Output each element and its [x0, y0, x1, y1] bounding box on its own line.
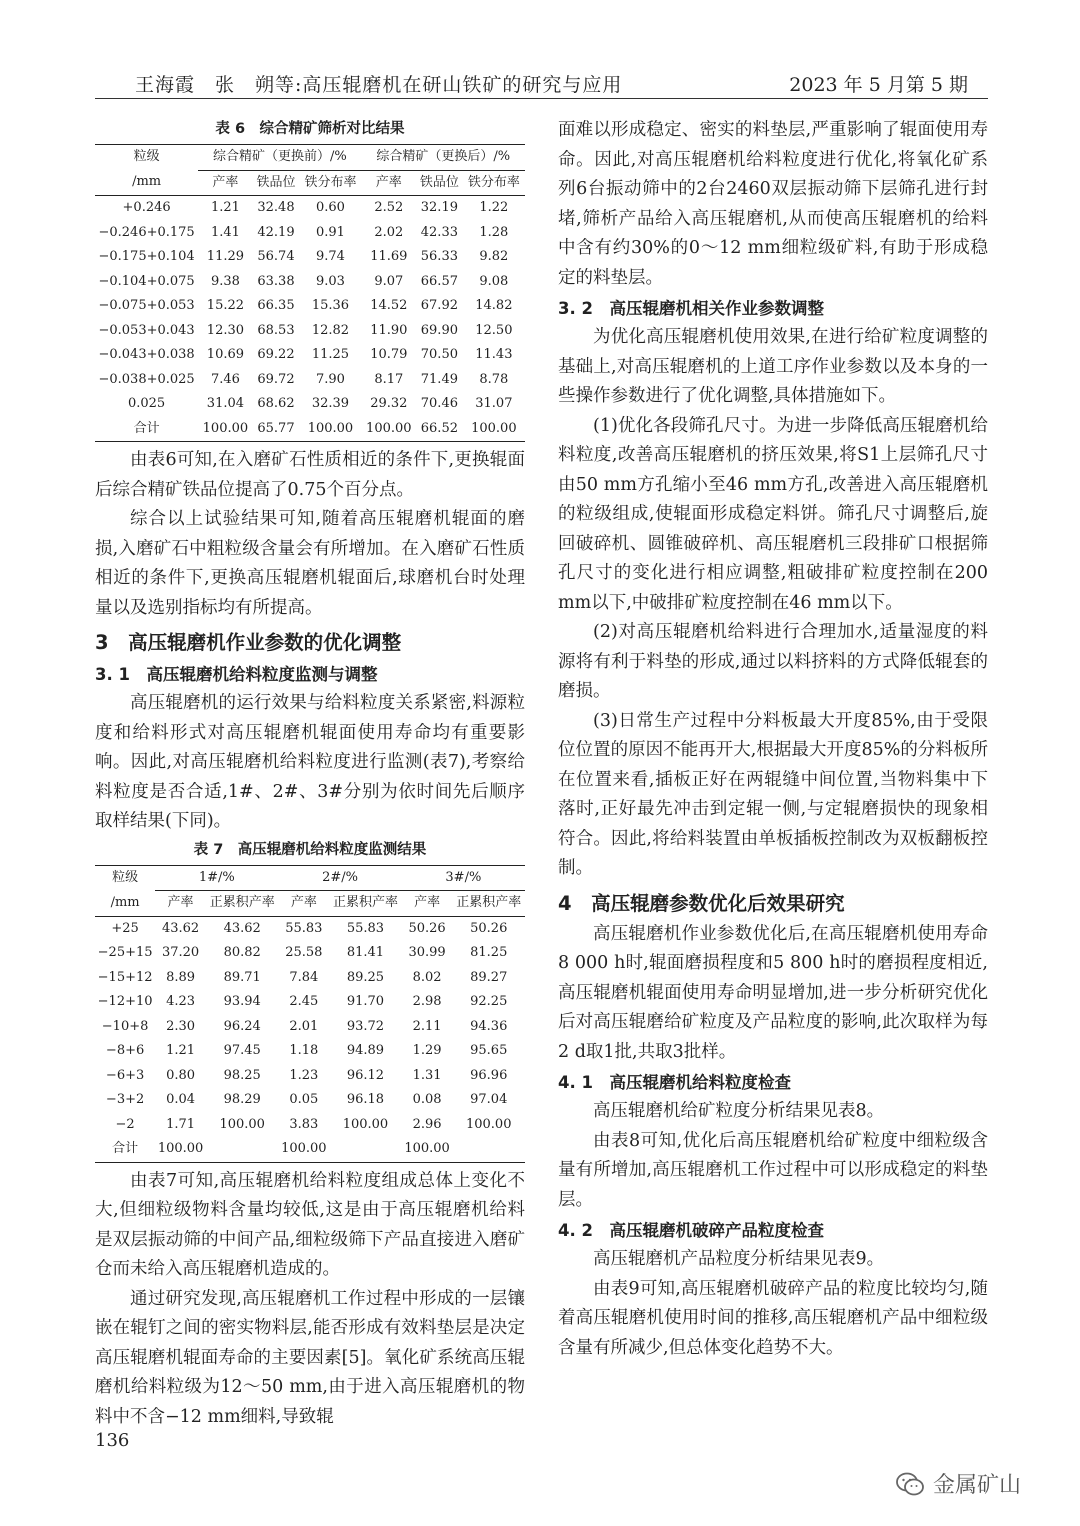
table-cell: 9.07: [374, 273, 404, 289]
header-issue: 2023 年 5 月第 5 期: [789, 74, 968, 96]
table-cell: 68.62: [257, 396, 295, 411]
table-cell-size: −0.053+0.043: [98, 322, 195, 338]
table-row: [95, 392, 525, 417]
table-cell: 42.19: [257, 224, 295, 240]
table7-caption: 表 7 高压辊磨机给料粒度监测结果: [193, 841, 427, 858]
table6-caption: 表 6 综合精矿筛析对比结果: [215, 121, 405, 137]
table-cell: 1.41: [210, 224, 240, 240]
header-authors-title: 王海霞 张 朔等:高压辊磨机在研山铁矿的研究与应用: [135, 74, 623, 96]
paragraph: (1)优化各段筛孔尺寸。为进一步降低高压辊磨机给料粒度,改善高压辊磨机的挤压效果,将S1上层筛孔尺寸由50 mm方孔缩小至46 mm方孔,改善进入高压辊磨机的粒级组成,使辊面形成稳定料饼。筛孔尺寸调整后,旋回破碎机、圆锥破碎机、高压辊磨机三段排矿口根据筛孔尺寸的变化进行相应调整,粗破排矿粒度控制在200 mm以下,中破排矿粒度控制在46 mm以下。: [558, 415, 988, 613]
table-cell: 12.30: [206, 322, 245, 338]
table-cell-size: −6+3: [105, 1067, 145, 1083]
table-cell: 2.52: [374, 200, 404, 215]
table-cell: 9.38: [210, 273, 240, 289]
table-row: [95, 368, 525, 393]
table-cell-size: −15+12: [97, 969, 153, 985]
table-cell: 100.00: [278, 1137, 329, 1162]
subsection-heading-3-2: 3. 2 高压辊磨机相关作业参数调整: [558, 299, 824, 318]
table-cell: 50.26: [408, 920, 446, 936]
table-cell: 55.83: [346, 920, 385, 936]
left-column: [95, 116, 525, 1432]
paragraph: (3)日常生产过程中分料板最大开度85%,由于受限位位置的原因不能再开大,根据最大开度85%的分料板所在位置来看,插板正好在两辊缝中间位置,当物料集中下落时,正好最先冲击到定辊一侧,与定辊磨损快的现象相符合。因此,将给料装置由单板插板控制改为双板翻板控制。: [558, 710, 988, 878]
table-cell: 2.30: [166, 1018, 196, 1034]
table-cell: 9.82: [479, 249, 509, 264]
table-cell-size: −25+15: [97, 945, 153, 960]
table-cell: 89.71: [223, 969, 261, 985]
table-cell: 97.45: [223, 1043, 261, 1058]
table-cell: 2.45: [289, 994, 319, 1009]
table-cell: 56.33: [420, 249, 458, 264]
table-cell: 69.72: [257, 371, 295, 387]
table-cell: 100.00: [299, 417, 361, 442]
table7-sub: 产率: [155, 891, 206, 917]
table-cell: 92.25: [470, 994, 508, 1009]
table-cell-size: −8+6: [105, 1043, 145, 1058]
table-cell: 29.32: [370, 396, 408, 411]
table6: [95, 144, 525, 442]
table-cell-size: −0.075+0.053: [98, 298, 195, 313]
table-row: [95, 221, 525, 246]
paragraph: 高压辊磨机产品粒度分析结果见表9。: [593, 1249, 885, 1269]
table-cell: 32.19: [420, 200, 458, 215]
table-cell: 7.84: [289, 969, 319, 985]
table-cell: 1.22: [479, 200, 509, 215]
table-row: [95, 1039, 525, 1064]
table-cell: 4.23: [166, 994, 196, 1009]
table-cell: 43.62: [161, 920, 200, 936]
table-cell: 2.02: [374, 224, 404, 240]
table-cell: 1.21: [166, 1043, 196, 1058]
table-cell: 71.49: [420, 371, 458, 387]
table-cell: 30.99: [408, 945, 446, 960]
table-cell: 93.72: [346, 1018, 385, 1034]
table7-h-unit: /mm: [95, 891, 155, 917]
table-cell: 63.38: [257, 273, 295, 289]
paragraph: 通过研究发现,高压辊磨机工作过程中形成的一层镶嵌在辊钉之间的密实物料层,能否形成有效料垫层是决定高压辊磨机辊面寿命的主要因素[5]。氧化矿系统高压辊磨机给料粒级为12～50 mm,由于进入高压辊磨机的物料中不含−12 mm细料,导致辊: [95, 1288, 525, 1427]
table-row: [95, 1064, 525, 1089]
table7-group2: 2#/%: [278, 865, 401, 891]
table6-sub: 铁品位: [416, 170, 463, 196]
table-cell: 9.03: [315, 273, 345, 289]
table7-body: [95, 916, 525, 1162]
section-heading-3: 3 高压辊磨机作业参数的优化调整: [95, 631, 402, 654]
table6-h-size: 粒级: [95, 145, 198, 171]
table-cell: 11.43: [475, 347, 513, 362]
watermark-text: 金属矿山: [933, 1473, 1022, 1498]
table-cell: 100.00: [198, 417, 252, 442]
table-cell: 100.00: [402, 1137, 453, 1162]
table-cell: 15.22: [206, 298, 245, 313]
table-cell: 68.53: [257, 322, 295, 338]
table-cell-size: −0.175+0.104: [98, 249, 195, 264]
table-cell: 55.83: [285, 920, 323, 936]
table6-h-unit: /mm: [95, 170, 198, 196]
table-cell: 66.57: [420, 273, 458, 289]
watermark: [895, 1468, 1021, 1499]
paragraph: 高压辊磨机作业参数优化后,在高压辊磨机使用寿命8 000 h时,辊面磨损程度和5 800 h时的磨损程度相近,高压辊磨机辊面使用寿命明显增加,进一步分析研究优化后对高压辊磨给矿粒度及产品粒度的影响,此次取样为每2 d取1批,共取3批样。: [558, 923, 988, 1062]
table-cell: 100.00: [463, 417, 525, 442]
table-cell: 81.25: [470, 945, 508, 960]
table-cell: 10.69: [206, 347, 245, 362]
table6-sub: 铁品位: [253, 170, 300, 196]
table-cell: 1.21: [210, 200, 240, 215]
table-cell: 31.07: [475, 396, 513, 411]
table-cell: 70.46: [420, 396, 458, 411]
table7-sub: 正累积产率: [452, 891, 525, 917]
table-cell-size: 合计: [95, 417, 198, 442]
paragraph: 由表7可知,高压辊磨机给料粒度组成总体上变化不大,但细粒级物料含量均较低,这是由于高压辊磨机给料是双层振动筛的中间产品,细粒级筛下产品直接进入磨矿仓而未给入高压辊磨机造成的。: [95, 1170, 525, 1279]
table-row: [95, 1015, 525, 1040]
table-cell: 96.18: [346, 1092, 385, 1107]
table-cell: 10.79: [370, 347, 408, 362]
table-cell: 69.90: [420, 322, 458, 338]
table-cell: 8.78: [479, 371, 509, 387]
table6-sub: 铁分布率: [299, 170, 361, 196]
table-row: [95, 270, 525, 295]
table-row: [95, 1137, 525, 1162]
table-cell: 96.24: [223, 1018, 261, 1034]
table-row: [95, 343, 525, 368]
paragraph: 综合以上试验结果可知,随着高压辊磨机辊面的磨损,入磨矿石中粗粒级含量会有所增加。在入磨矿石性质相近的条件下,更换高压辊磨机辊面后,球磨机台时处理量以及选别指标均有所提高。: [95, 509, 525, 618]
table7-group3: 3#/%: [402, 865, 525, 891]
table-cell: 70.50: [420, 347, 458, 362]
table-cell: 50.26: [470, 920, 508, 936]
table-row: [95, 916, 525, 941]
table-cell: 97.04: [470, 1092, 508, 1107]
table6-sub: 产率: [362, 170, 416, 196]
table-row: [95, 990, 525, 1015]
table-row: [95, 245, 525, 270]
table6-sub: 产率: [198, 170, 252, 196]
table-cell: 2.98: [412, 994, 442, 1009]
table-row: [95, 319, 525, 344]
table-cell: 94.36: [470, 1018, 508, 1034]
table-cell: 89.25: [346, 969, 385, 985]
table6-group2: 综合精矿（更换后）/%: [362, 145, 525, 171]
paragraph: 高压辊磨机的运行效果与给料粒度关系紧密,料源粒度和给料形式对高压辊磨机辊面使用寿命均有重要影响。因此,对高压辊磨机给料粒度进行监测(表7),考察给料粒度是否合适,1#、2#、3#分别为依时间先后顺序取样结果(下同)。: [95, 693, 525, 831]
table-row: [95, 1088, 525, 1113]
paragraph: 由表6可知,在入磨矿石性质相近的条件下,更换辊面后综合精矿铁品位提高了0.75个百分点。: [95, 450, 525, 500]
table-cell: 96.96: [470, 1067, 508, 1083]
table-cell: 56.74: [257, 249, 295, 264]
table-cell: 0.08: [412, 1092, 442, 1107]
table7: [95, 865, 525, 1163]
table-cell: 11.25: [311, 347, 350, 362]
table-cell: 9.08: [479, 273, 509, 289]
paragraph: 由表9可知,高压辊磨机破碎产品的粒度比较均匀,随着高压辊磨机使用时间的推移,高压辊磨机产品中细粒级含量有所减少,但总体变化趋势不大。: [558, 1278, 988, 1358]
table7-sub: 产率: [278, 891, 329, 917]
table-cell: 14.52: [370, 298, 408, 313]
table-cell: 25.58: [285, 945, 323, 960]
paragraph: (2)对高压辊磨机给料进行合理加水,适量湿度的料源将有利于料垫的形成,通过以料挤料的方式降低辊套的磨损。: [558, 622, 988, 701]
table-cell: 66.35: [257, 298, 295, 313]
table-cell: 8.89: [166, 969, 196, 985]
table-cell: 15.36: [311, 298, 350, 313]
paragraph: 面难以形成稳定、密实的料垫层,严重影响了辊面使用寿命。因此,对高压辊磨机给料粒度进行优化,将氧化矿系列6台振动筛中的2台2460双层振动筛下层筛孔进行封堵,筛析产品给入高压辊磨机,从而使高压辊磨机的给料中含有约30%的0～12 mm细粒级矿料,有助于形成稳定的料垫层。: [558, 120, 988, 288]
table-cell: 98.25: [223, 1067, 261, 1083]
table-cell: [452, 1137, 525, 1162]
table-cell: 1.31: [412, 1067, 442, 1083]
table-cell: 0.04: [166, 1092, 196, 1107]
table-cell: 96.12: [346, 1067, 385, 1083]
table-cell-size: 合计: [95, 1137, 155, 1162]
table-row: [95, 196, 525, 221]
table-cell-size: −2: [115, 1116, 135, 1132]
table-cell: 1.28: [479, 224, 509, 240]
table-cell: 2.11: [412, 1018, 442, 1034]
table-cell: 8.02: [412, 969, 442, 985]
table-cell-size: −0.246+0.175: [98, 224, 195, 240]
table-cell: 69.22: [257, 347, 295, 362]
table-cell: 11.90: [370, 322, 408, 338]
table-cell: 8.17: [374, 371, 404, 387]
table-cell: [329, 1137, 402, 1162]
table-cell: 12.82: [311, 322, 350, 338]
table-cell: 100.00: [219, 1116, 265, 1132]
table7-sub: 正累积产率: [206, 891, 279, 917]
table-cell-size: −0.043+0.038: [98, 347, 195, 362]
paragraph: 为优化高压辊磨机使用效果,在进行给矿粒度调整的基础上,对高压辊磨机的上道工序作业参数以及本身的一些操作参数进行了优化调整,具体措施如下。: [558, 327, 988, 406]
table-cell: 94.89: [346, 1043, 385, 1058]
table-cell: 1.29: [412, 1043, 442, 1058]
table-cell: 2.01: [289, 1018, 319, 1034]
table-cell: 11.29: [206, 249, 245, 264]
table-row: [95, 294, 525, 319]
table-cell-size: 0.025: [127, 396, 166, 411]
paragraph: 由表8可知,优化后高压辊磨机给矿粒度中细粒级含量有所增加,高压辊磨机工作过程中可以形成稳定的料垫层。: [558, 1130, 988, 1210]
table-cell: 31.04: [206, 396, 245, 411]
table-cell: 95.65: [470, 1043, 508, 1058]
subsection-heading-4-2: 4. 2 高压辊磨机破碎产品粒度检查: [558, 1221, 824, 1240]
table-cell: [206, 1137, 279, 1162]
table-cell: 65.77: [253, 417, 300, 442]
table-cell: 0.60: [315, 200, 345, 215]
table-cell-size: −0.104+0.075: [98, 273, 195, 289]
table-row: [95, 941, 525, 966]
table-cell: 1.23: [289, 1067, 319, 1083]
table-cell: 7.46: [210, 371, 240, 387]
table-cell: 0.80: [166, 1067, 196, 1083]
table-cell: 11.69: [370, 249, 408, 264]
table-cell: 1.18: [289, 1043, 319, 1058]
table-cell: 3.83: [289, 1116, 319, 1132]
table-cell: 14.82: [475, 298, 513, 313]
table-cell: 91.70: [346, 994, 385, 1009]
table-cell: 80.82: [223, 945, 261, 960]
table6-sub: 铁分布率: [463, 170, 525, 196]
table-cell-size: −3+2: [105, 1092, 145, 1107]
subsection-heading-3-1: 3. 1 高压辊磨机给料粒度监测与调整: [95, 665, 378, 684]
table-cell: 43.62: [223, 920, 261, 936]
table-cell: 67.92: [420, 298, 458, 313]
table-cell: 100.00: [362, 417, 416, 442]
table-cell: 66.52: [416, 417, 463, 442]
table-row: [95, 966, 525, 991]
table-row: [95, 1113, 525, 1138]
table-cell: 100.00: [342, 1116, 389, 1132]
table-cell: 1.71: [166, 1116, 196, 1132]
table-cell: 81.41: [346, 945, 385, 960]
paragraph: 高压辊磨机给矿粒度分析结果见表8。: [593, 1101, 885, 1121]
table-cell-size: −10+8: [101, 1018, 149, 1034]
table-cell: 0.05: [289, 1092, 319, 1107]
table-cell: 7.90: [315, 371, 345, 387]
table7-sub: 产率: [402, 891, 453, 917]
table-cell: 9.74: [315, 249, 345, 264]
table-cell: 37.20: [161, 945, 200, 960]
subsection-heading-4-1: 4. 1 高压辊磨机给料粒度检查: [558, 1073, 791, 1092]
page-number: 136: [95, 1430, 130, 1451]
table6-body: [95, 196, 525, 442]
table-cell-size: −0.038+0.025: [98, 371, 195, 387]
table-cell: 12.50: [475, 322, 513, 338]
table-cell: 32.39: [311, 396, 350, 411]
right-column: [558, 116, 988, 1363]
table-cell: 100.00: [155, 1137, 206, 1162]
table-cell: 0.91: [315, 224, 345, 240]
table-cell: 98.29: [223, 1092, 261, 1107]
table-cell: 2.96: [412, 1116, 442, 1132]
table-cell: 42.33: [420, 224, 458, 240]
table7-sub: 正累积产率: [329, 891, 402, 917]
table7-group1: 1#/%: [155, 865, 278, 891]
table6-group1: 综合精矿（更换前）/%: [198, 145, 361, 171]
section-heading-4: 4 高压辊磨参数优化后效果研究: [558, 891, 845, 915]
table-row: [95, 417, 525, 442]
table-cell-size: +25: [111, 920, 139, 936]
running-header: [95, 64, 988, 99]
table7-h-size: 粒级: [95, 865, 155, 891]
table-cell-size: −12+10: [97, 994, 153, 1009]
table-cell-size: +0.246: [122, 200, 171, 215]
wechat-icon: [895, 1471, 925, 1497]
table-cell: 100.00: [465, 1116, 512, 1132]
table-cell: 93.94: [223, 994, 261, 1009]
table-cell: 89.27: [470, 969, 508, 985]
table-cell: 32.48: [257, 200, 295, 215]
